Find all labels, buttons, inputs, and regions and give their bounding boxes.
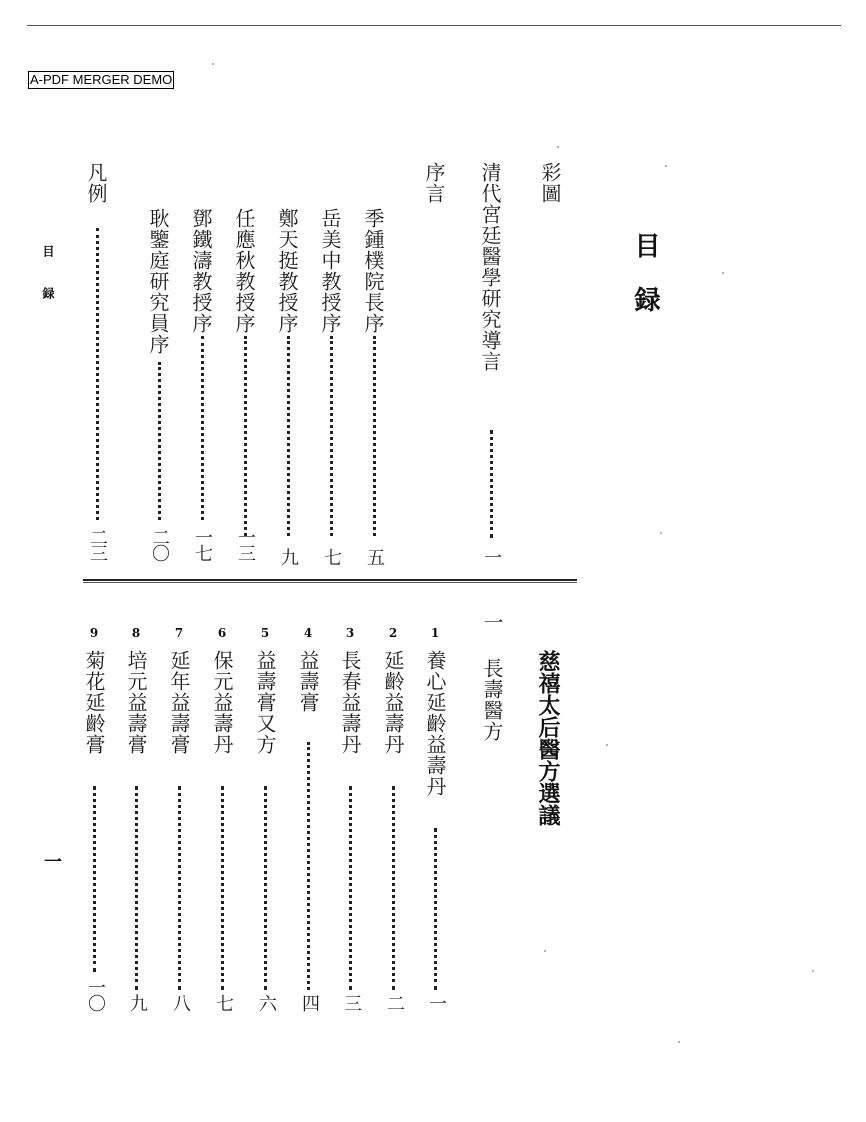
book-title: 慈禧太后醫方選議: [535, 650, 561, 826]
page-number: 二三: [87, 528, 108, 560]
scan-speck: [557, 146, 559, 148]
leader-dots: [135, 786, 138, 990]
scan-speck: [678, 1041, 680, 1043]
recipe-entry: 菊花延齡膏: [82, 650, 106, 755]
page-number: 六: [256, 994, 277, 1010]
item-number: 5: [260, 626, 270, 640]
leader-dots: [307, 742, 310, 990]
scan-speck: [812, 970, 814, 972]
scan-speck: [212, 63, 214, 65]
leader-dots: [201, 336, 204, 520]
watermark-label: A-PDF MERGER DEMO: [30, 72, 173, 87]
item-number: 8: [131, 626, 141, 640]
toc-entry-ji-preface: 季鍾樸院長序: [361, 208, 385, 334]
leader-dots: [93, 786, 96, 972]
recipe-entry: 延年益壽膏: [167, 650, 191, 755]
page-number: 二〇: [149, 528, 170, 560]
leader-dots: [178, 786, 181, 990]
page-title: 目録: [630, 232, 660, 340]
recipe-entry: 培元益壽膏: [124, 650, 148, 755]
item-number: 4: [303, 626, 313, 640]
scan-speck: [606, 744, 608, 746]
item-number: 7: [174, 626, 184, 640]
scan-speck: [722, 272, 724, 274]
leader-dots: [392, 786, 395, 990]
item-number: 3: [345, 626, 355, 640]
recipe-entry: 延齡益壽丹: [381, 650, 405, 755]
recipe-entry: 益壽膏: [296, 650, 320, 713]
section-divider: [83, 579, 577, 581]
item-number: 6: [217, 626, 227, 640]
leader-dots: [244, 336, 247, 536]
page-number: 五: [364, 548, 385, 564]
scan-speck: [665, 165, 667, 167]
item-number: 9: [89, 626, 99, 640]
chapter-heading: 一 長壽醫方: [480, 612, 504, 742]
toc-entry-deng-preface: 鄧鐵濤教授序: [189, 208, 213, 334]
leader-dots: [434, 828, 437, 990]
page-number: 四: [299, 994, 320, 1010]
toc-entry-zheng-preface: 鄭天挺教授序: [275, 208, 299, 334]
page-number: 九: [278, 548, 299, 564]
recipe-entry: 長春益壽丹: [338, 650, 362, 755]
leader-dots: [158, 362, 161, 520]
item-number: 1: [430, 626, 440, 640]
toc-entry-geng-preface: 耿鑒庭研究員序: [146, 208, 170, 355]
page-number: 一〇: [85, 978, 106, 1010]
scan-speck: [660, 532, 662, 534]
leader-dots: [490, 430, 493, 538]
toc-entry-fanli: 凡例: [84, 162, 108, 204]
page-number: 一七: [192, 528, 213, 560]
recipe-entry: 益壽膏又方: [253, 650, 277, 755]
page-number: 三: [341, 994, 362, 1010]
recipe-entry: 養心延齡益壽丹: [423, 650, 447, 797]
top-rule: [27, 25, 841, 26]
page-number: 八: [170, 994, 191, 1010]
leader-dots: [96, 228, 99, 520]
toc-entry-yue-preface: 岳美中教授序: [318, 208, 342, 334]
leader-dots: [221, 786, 224, 990]
page-number: 一: [481, 548, 502, 564]
toc-entry-caitu: 彩圖: [538, 162, 562, 204]
page-number: 九: [127, 994, 148, 1010]
page-number: 二: [384, 994, 405, 1010]
item-number: 2: [388, 626, 398, 640]
recipe-entry: 保元益壽丹: [210, 650, 234, 755]
leader-dots: [287, 336, 290, 536]
leader-dots: [330, 336, 333, 536]
page-number: 一: [426, 994, 447, 1010]
page-number: 七: [213, 994, 234, 1010]
leader-dots: [264, 786, 267, 990]
leader-dots: [349, 786, 352, 990]
side-page-number: 一: [41, 852, 62, 870]
section-divider: [83, 582, 577, 583]
page-number: 七: [321, 548, 342, 564]
toc-entry-ren-preface: 任應秋教授序: [232, 208, 256, 334]
toc-entry-preface: 序言: [422, 162, 446, 204]
side-header: 目録: [41, 245, 55, 329]
toc-entry-introduction: 清代宮廷醫學研究導言: [478, 162, 502, 372]
page-number: 一三: [235, 528, 256, 560]
leader-dots: [373, 336, 376, 536]
scan-speck: [544, 950, 546, 952]
